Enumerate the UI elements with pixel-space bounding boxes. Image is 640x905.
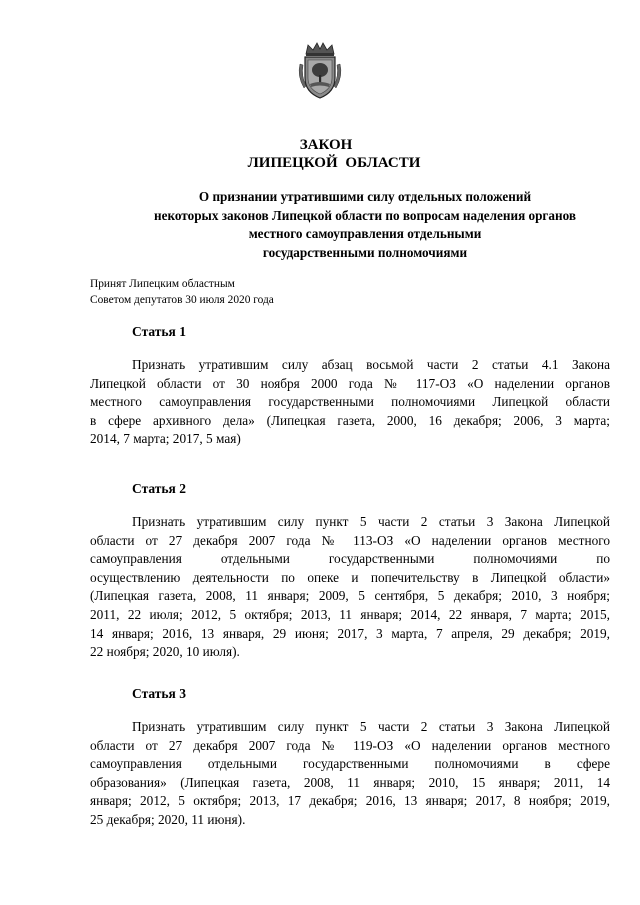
text-line: области от 27 декабря 2007 года № 119-ОЗ «О наделении органов местного xyxy=(90,737,610,753)
adoption-line: Советом депутатов 30 июля 2020 года xyxy=(90,294,274,306)
article-3-text xyxy=(90,718,610,830)
text-line: Признать утратившим силу пункт 5 части 2 статьи 3 Закона Липецкой xyxy=(132,719,610,734)
text-line: 2011, 22 июля; 2012, 5 октября; 2013, 11 января; 2014, 22 января, 7 марта; 2015, xyxy=(90,606,610,622)
article-2-text xyxy=(90,513,610,662)
article-2-heading: Статья 2 xyxy=(132,481,186,496)
text-line: Липецкой области от 30 ноября 2000 года № 117-ОЗ «О наделении органов xyxy=(90,375,610,391)
text-line: самоуправления отдельными государственными полномочиями по xyxy=(90,551,610,567)
subject-line: О признании утратившими силу отдельных положений xyxy=(198,189,532,204)
text-line: самоуправления отдельными государственными полномочиями в сфере xyxy=(90,756,610,772)
text-line: осуществлению деятельности по опеке и попечительству в Липецкой области» xyxy=(90,569,610,585)
region-label: ЛИПЕЦКОЙ ОБЛАСТИ xyxy=(247,155,421,171)
text-line: (Липецкая газета, 2008, 11 января; 2009, 5 сентября, 5 декабря; 2010, 3 ноября; xyxy=(90,588,610,604)
coat-of-arms-emblem xyxy=(294,40,346,102)
subject-line: некоторых законов Липецкой области по вопросам наделения органов xyxy=(154,207,576,223)
article-1-heading: Статья 1 xyxy=(132,324,186,339)
text-line: 2014, 7 марта; 2017, 5 мая) xyxy=(90,431,241,447)
text-line: 14 января; 2016, 13 января, 29 июня; 2017, 3 марта, 7 апреля, 29 декабря; 2019, xyxy=(90,625,610,641)
law-subject-title xyxy=(90,188,640,262)
subject-line: государственными полномочиями xyxy=(262,244,468,260)
text-line: 22 ноября; 2020, 10 июля). xyxy=(90,644,240,660)
article-3-heading: Статья 3 xyxy=(132,686,186,701)
law-label: ЗАКОН xyxy=(299,137,353,153)
text-line: области от 27 декабря 2007 года № 113-ОЗ «О наделении органов местного xyxy=(90,532,610,548)
text-line: 25 декабря; 2020, 11 июня). xyxy=(90,811,246,827)
subject-line: местного самоуправления отдельными xyxy=(248,226,482,241)
article-1-text xyxy=(90,356,610,449)
adoption-line: Принят Липецким областным xyxy=(90,278,235,290)
text-line: Признать утратившим силу пункт 5 части 2 статьи 3 Закона Липецкой xyxy=(132,514,610,529)
text-line: января; 2012, 5 октября; 2013, 17 декабря; 2016, 13 января; 2017, 8 ноября; 2019, xyxy=(90,793,610,809)
text-line: Признать утратившим силу абзац восьмой части 2 статьи 4.1 Закона xyxy=(132,357,610,372)
text-line: образования» (Липецкая газета, 2008, 11 января; 2010, 15 января; 2011, 14 xyxy=(90,774,610,790)
text-line: местного самоуправления государственными полномочиями Липецкой области xyxy=(90,394,610,410)
text-line: в сфере архивного дела» (Липецкая газета, 2000, 16 декабря; 2006, 3 марта; xyxy=(90,412,610,428)
adoption-note xyxy=(90,276,274,308)
